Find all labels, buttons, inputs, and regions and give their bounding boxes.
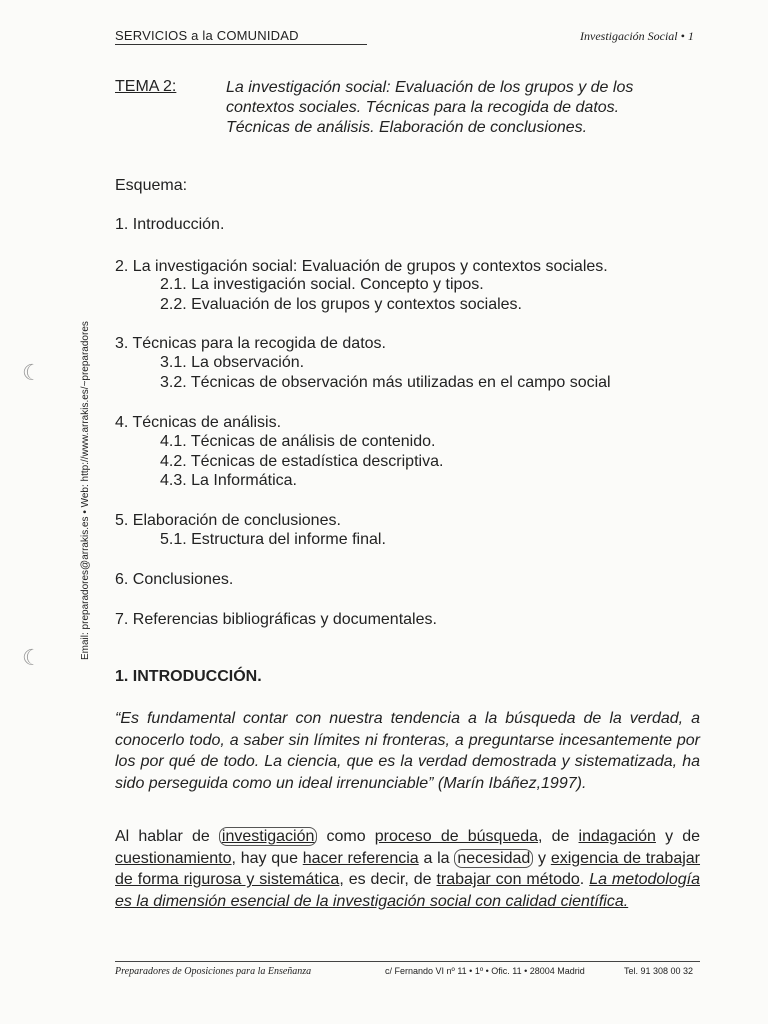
para-highlight-exigencia: exigencia de trabajar de forma rigurosa y sistemática bbox=[115, 849, 701, 889]
para-highlight-investigacion: investigación bbox=[219, 827, 318, 846]
outline-item-4-2: 4.2. Técnicas de estadística descriptiva. bbox=[160, 453, 444, 470]
outline-item-5-1: 5.1. Estructura del informe final. bbox=[160, 531, 386, 548]
para-highlight-metodo: trabajar con método bbox=[436, 871, 580, 889]
para-text-5: , hay que bbox=[231, 849, 303, 867]
para-text-9: . bbox=[579, 871, 590, 889]
tema-line-2: contextos sociales. Técnicas para la recogida de datos. bbox=[226, 99, 620, 116]
para-text-1: Al hablar de bbox=[115, 828, 219, 845]
para-text-3: , de bbox=[538, 828, 579, 845]
outline-item-3: 3. Técnicas para la recogida de datos. bbox=[115, 335, 386, 352]
header-page-label: Investigación Social • 1 bbox=[580, 29, 694, 43]
para-text-7: y bbox=[533, 849, 551, 867]
para-highlight-proceso: proceso de búsqueda bbox=[374, 828, 539, 845]
outline-item-5: 5. Elaboración de conclusiones. bbox=[115, 512, 341, 529]
para-highlight-indagacion: indagación bbox=[578, 828, 656, 845]
para-text-4: y de bbox=[655, 828, 701, 845]
outline-item-6: 6. Conclusiones. bbox=[115, 571, 234, 588]
outline-item-4: 4. Técnicas de análisis. bbox=[115, 414, 282, 431]
footer-address: c/ Fernando VI nº 11 • 1º • Ofic. 11 • 28004 Madrid bbox=[385, 966, 585, 976]
outline-item-4-3: 4.3. La Informática. bbox=[160, 472, 297, 489]
scan-smudge-bottom: ☾ bbox=[22, 645, 42, 670]
outline-item-3-2: 3.2. Técnicas de observación más utilizadas en el campo social bbox=[160, 374, 611, 391]
header-title: SERVICIOS a la COMUNIDAD bbox=[115, 28, 299, 43]
para-text-6: a la bbox=[418, 849, 455, 867]
tema-label: TEMA 2: bbox=[115, 78, 177, 95]
header-underline bbox=[115, 44, 367, 45]
tema-line-1: La investigación social: Evaluación de los grupos y de los bbox=[226, 79, 634, 96]
side-contact-text: Email: preparadores@arrakis.es • Web: http://www.arrakis.es/~preparadores bbox=[80, 321, 91, 660]
footer-rule bbox=[115, 961, 700, 962]
para-highlight-cuestionamiento: cuestionamiento bbox=[115, 849, 232, 867]
outline-item-3-1: 3.1. La observación. bbox=[160, 354, 305, 371]
tema-title bbox=[226, 78, 706, 138]
scan-smudge-top: ☾ bbox=[22, 360, 42, 385]
esquema-heading: Esquema: bbox=[115, 177, 188, 194]
footer-organization: Preparadores de Oposiciones para la Enseñanza bbox=[115, 966, 312, 977]
para-highlight-referencia: hacer referencia bbox=[302, 849, 419, 867]
section-1-heading: 1. INTRODUCCIÓN. bbox=[115, 668, 262, 685]
intro-paragraph bbox=[115, 826, 700, 912]
para-text-2: como bbox=[317, 828, 375, 845]
para-text-8: , es decir, de bbox=[339, 871, 437, 889]
outline-item-1: 1. Introducción. bbox=[115, 216, 225, 233]
intro-quote: “Es fundamental contar con nuestra tendencia a la búsqueda de la verdad, a conocerlo todo, a saber sin límites ni fronteras, a preguntarse incesantemente por los por qué de todo. La ciencia, que es la verdad demostrada y sistematizada, ha sido perseguida como un ideal irrenunciable” (Marín Ibáñez,1997). bbox=[115, 710, 700, 792]
outline-item-2-2: 2.2. Evaluación de los grupos y contextos sociales. bbox=[160, 296, 522, 313]
outline-item-2-1: 2.1. La investigación social. Concepto y tipos. bbox=[160, 276, 484, 293]
para-highlight-necesidad: necesidad bbox=[454, 849, 533, 868]
outline-item-4-1: 4.1. Técnicas de análisis de contenido. bbox=[160, 433, 436, 450]
outline-item-7: 7. Referencias bibliográficas y documentales. bbox=[115, 611, 437, 628]
tema-line-3: Técnicas de análisis. Elaboración de conclusiones. bbox=[226, 119, 588, 136]
footer-phone: Tel. 91 308 00 32 bbox=[624, 966, 694, 976]
outline-item-2: 2. La investigación social: Evaluación de grupos y contextos sociales. bbox=[115, 258, 608, 275]
para-highlight-metodologia: La metodología es la dimensión esencial de la investigación social con calidad científica. bbox=[115, 871, 700, 910]
